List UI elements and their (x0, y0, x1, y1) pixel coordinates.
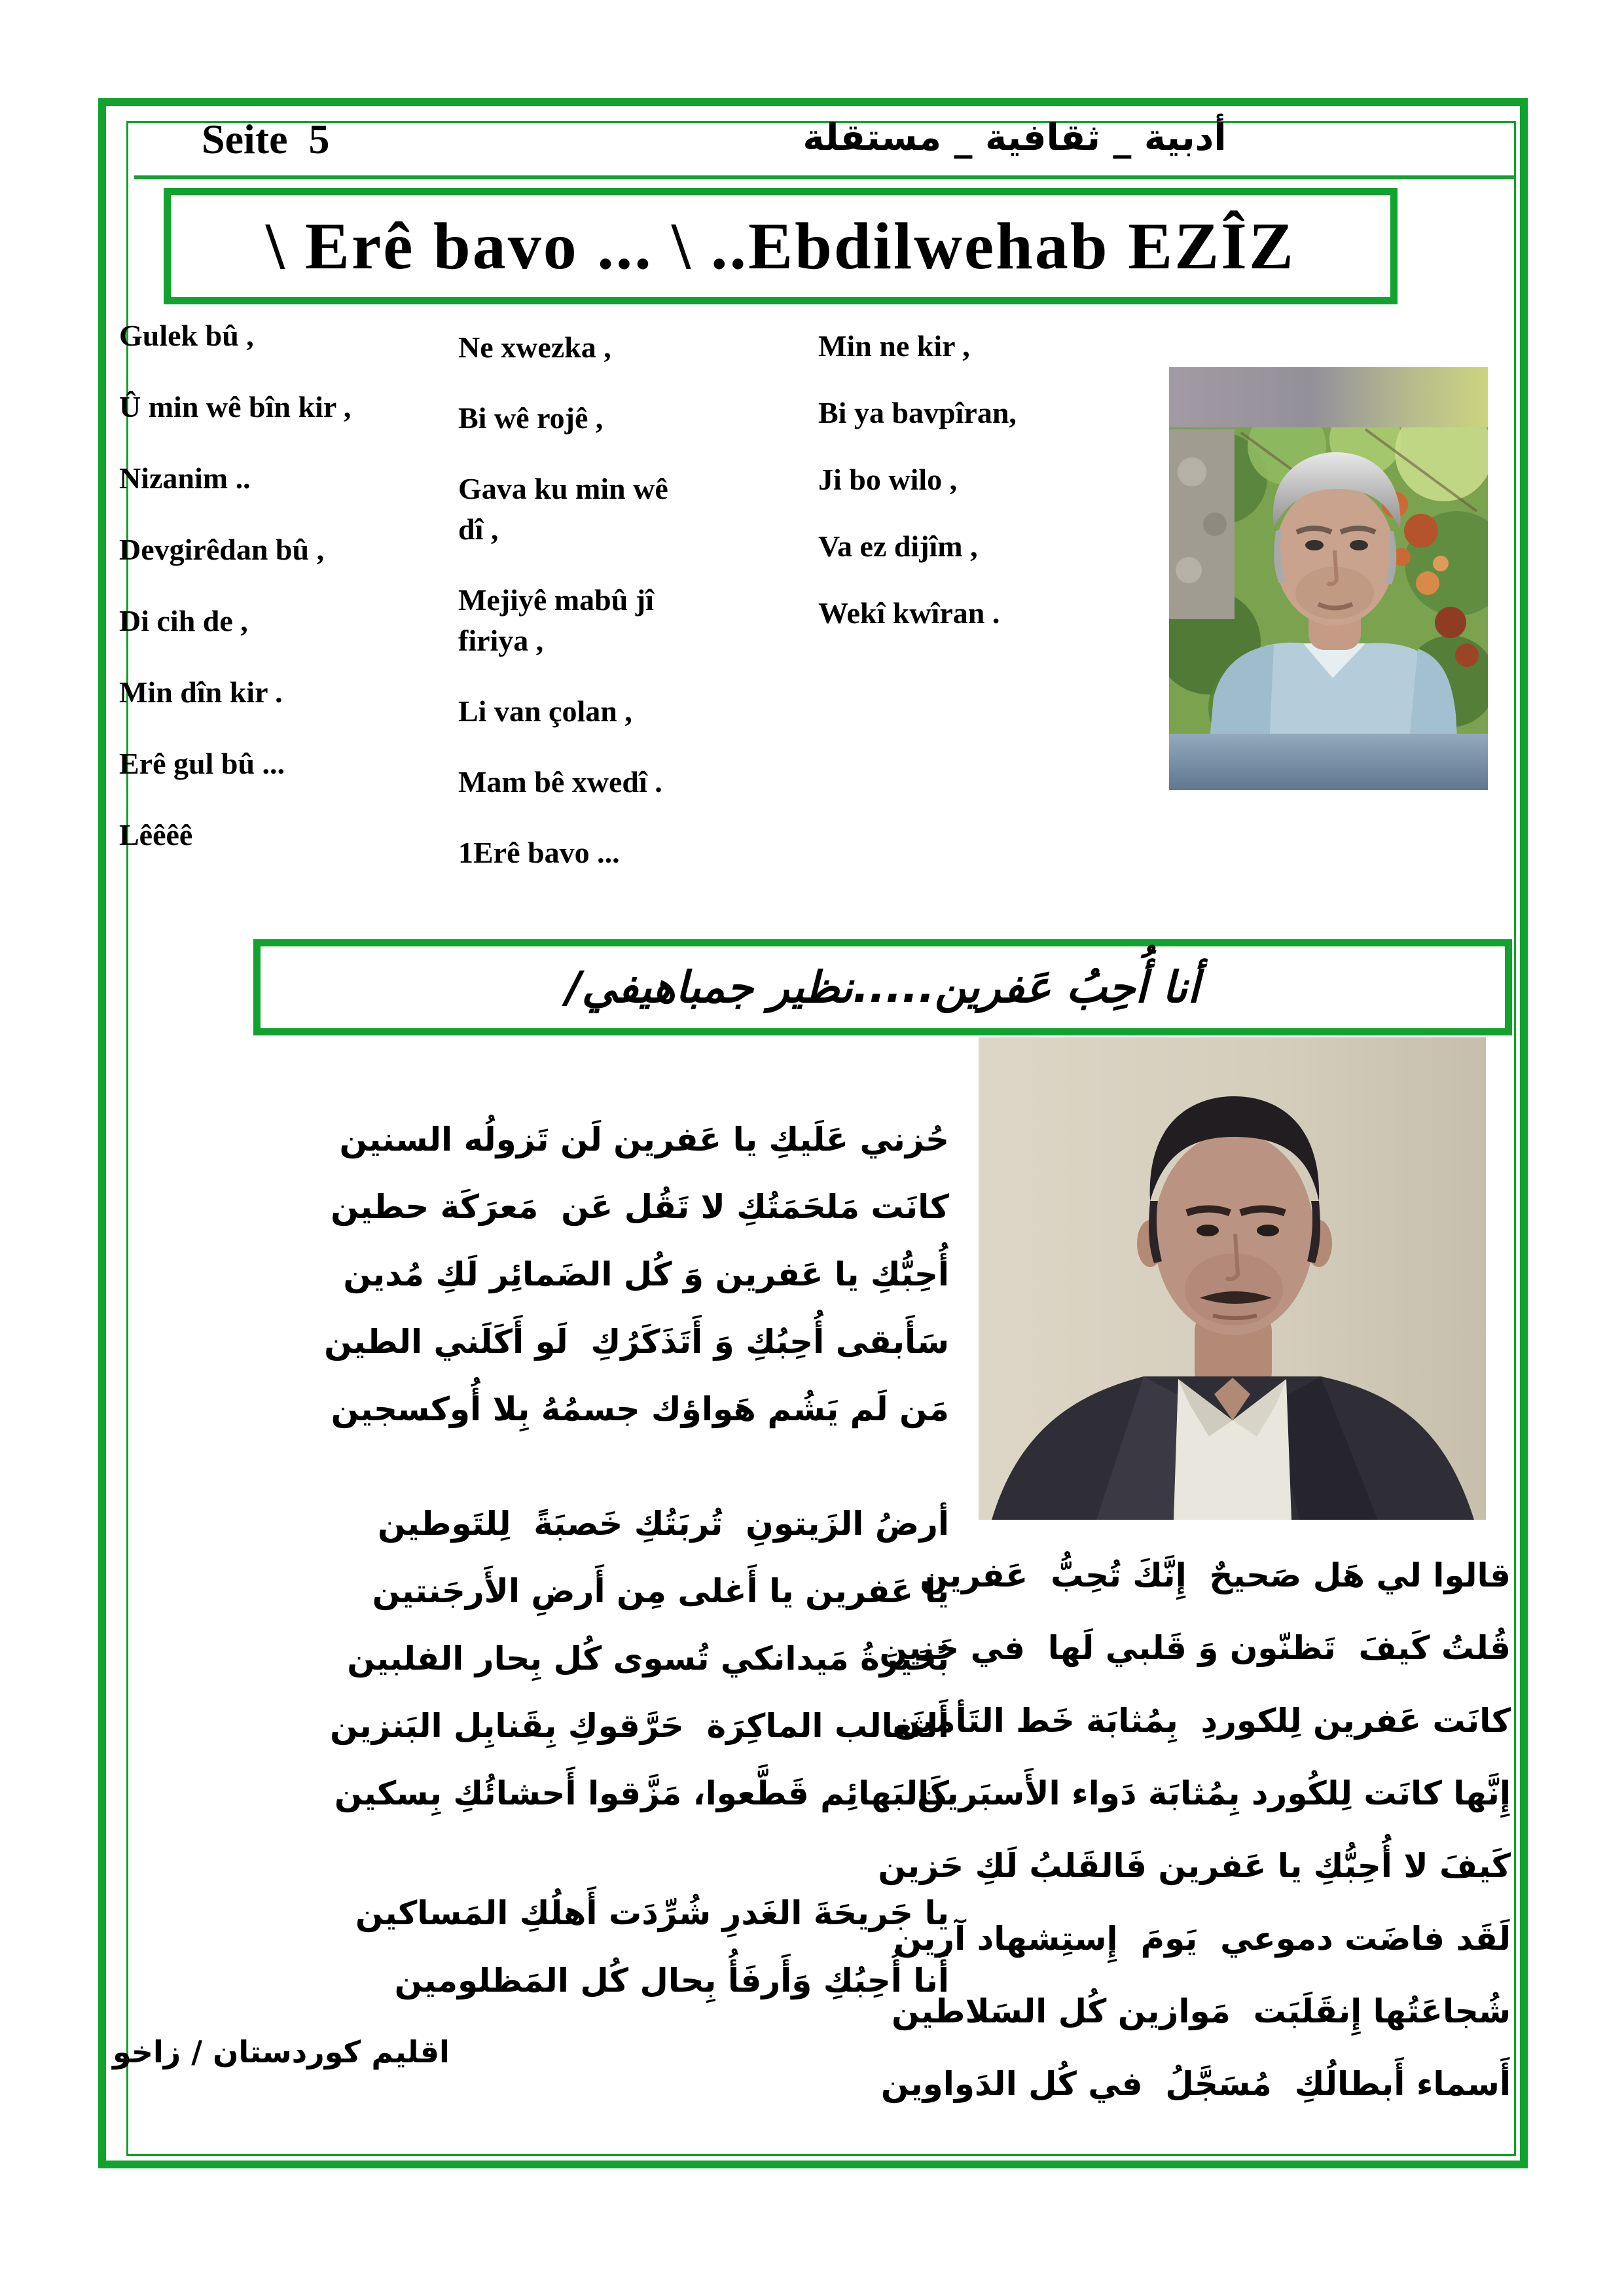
poem-line: Ji bo wilo , (818, 463, 958, 496)
poem-line: أُحِبُّكِ يا عَفرين وَ كُل الضَمائِر لَكِ مُدين (343, 1255, 949, 1293)
poem1-column-2 (458, 327, 694, 903)
poem-line: Wekî kwîran . (818, 596, 1000, 630)
poem2-title-box (253, 939, 1512, 1035)
poem-line: شُجاعَتُها إِنقَلَبَت مَوازين كُل السَلاطين (892, 1992, 1511, 2030)
poem-line: أرضُ الزَيتونِ تُربَتُكِ خَصبَةً لِلتَوطين (378, 1505, 949, 1543)
poem-line: لَقَد فاضَت دموعي يَومَ إِستِشهاد آرين (893, 1920, 1511, 1958)
poem-line: Va ez dijîm , (818, 529, 978, 563)
poem-line: حُزني عَلَيكِ يا عَفرين لَن تَزولُه السنين (339, 1121, 949, 1158)
poem-line: Bi ya bavpîran, (818, 396, 1017, 429)
poem-line: Min dîn kir . (119, 675, 283, 709)
poem-line: يا عَفرين يا أَغلى مِن أَرضِ الأَرجَنتين (372, 1572, 949, 1610)
poem-line: Mejiyê mabû jî firiya , (458, 583, 654, 657)
poem1-column-1 (119, 300, 460, 870)
poem-line: سَأَبقى أُحِبُكِ وَ أَتَذَكَرُكِ لَو أَكَلَني الطين (324, 1323, 949, 1361)
poem-line: Erê gul bû ... (119, 747, 285, 780)
portrait-garden-illustration (1169, 367, 1488, 790)
header-divider-rule (134, 175, 1515, 179)
portrait-suit-illustration (979, 1037, 1486, 1520)
poem-line: قالوا لي هَل صَحيحٌ إِنَّكَ تُحِبُّ عَفرين (920, 1556, 1511, 1594)
poem1-column-3 (818, 313, 1132, 647)
poem-line: كانَت عَفرين لِلكوردِ بِمُثابَة خَط التَأمين (892, 1702, 1511, 1740)
poem-line: إِنَّها كانَت لِلكُورد بِمُثابَة دَواء الأَسبَرين (916, 1774, 1511, 1812)
poem1-title: \ Erê bavo ... \ ..Ebdilwehab EZÎZ (266, 209, 1295, 283)
poem-line: يا جَريحَةَ الغَدرِ شُرِّدَت أَهلُكِ المَساكين (355, 1894, 949, 1932)
poem-line: مَن لَم يَشُم هَواؤك جسمُهُ بِلا أُوكسجين (331, 1390, 949, 1428)
page-number-label: Seite 5 (202, 116, 330, 162)
poem1-title-box (164, 188, 1398, 304)
poem2-right-column (772, 1539, 1511, 2121)
poem-line: 1Erê bavo ... (458, 836, 620, 869)
poem-line: كَالبَهائِم قَطَّعوا، مَزَّقوا أَحشائُكِ بِسكين (334, 1774, 949, 1812)
poem-line: أَنا أُحِبُكِ وَأَرفَأُ بِحال كُل المَظلومين (394, 1962, 949, 2000)
poem-line: Mam bê xwedî . (458, 765, 662, 798)
poem-line: أَلثَعالب الماكِرَة حَرَّقوكِ بِقَنابِل البَنزين (330, 1707, 949, 1745)
poem-line: Û min wê bîn kir , (119, 390, 352, 423)
poem-line: Gulek bû , (119, 319, 254, 352)
photo-poet-portrait (979, 1037, 1486, 1520)
poem-line: Ne xwezka , (458, 331, 611, 364)
poem-line: Devgirêdan bû , (119, 533, 325, 566)
poem-line: أَسماء أَبطالُكِ مُسَجَّلُ في كُل الدَواوين (880, 2065, 1511, 2103)
poem-line: Nizanim .. (119, 461, 251, 495)
poem-line: Lêêêê (119, 818, 193, 852)
poem-line: كانَت مَلحَمَتُكِ لا تَقُل عَن مَعرَكَة حطين (331, 1188, 949, 1226)
photo-poet-garden (1169, 367, 1488, 790)
poem-line: Bi wê rojê , (458, 401, 604, 435)
poem-line: بُحَيرَةُ مَيدانكي تُسوى كُل بِحار الفلبين (347, 1640, 949, 1677)
poem-line: كَيفَ لا أُحِبُّكِ يا عَفرين فَالقَلبُ لَكِ حَزين (878, 1847, 1511, 1885)
poem2-title: أنا أُحِبُ عَفرين.....نظير جمباهيفي/ (566, 962, 1200, 1013)
poem-line: Gava ku min wê dî , (458, 472, 668, 546)
poem-line: Min ne kir , (818, 329, 970, 363)
poem-line: قُلتُ كَيفَ تَظنّون وَ قَلبي لَها في حَنين (879, 1629, 1511, 1667)
signature-location: اقليم كوردستان / زاخو (113, 2034, 450, 2070)
poem-line: Li van çolan , (458, 694, 632, 728)
masthead-title: أدبية _ ثقافية _ مستقلة (803, 117, 1227, 159)
poem-line: Di cih de , (119, 604, 248, 637)
